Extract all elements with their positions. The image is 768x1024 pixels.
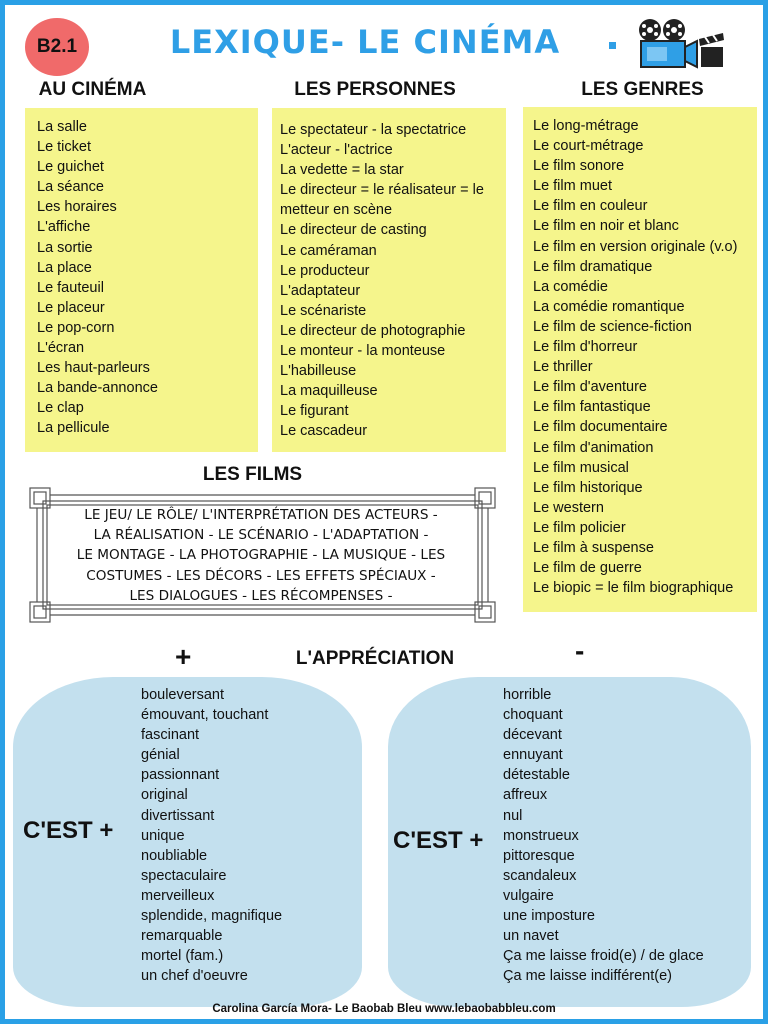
list-item: Le producteur [280,262,370,279]
list-item: Les horaires [37,199,117,216]
list-item: affreux [503,787,548,804]
list-item: Le directeur = le réalisateur = le metteur en scène [280,182,484,219]
list-item: Le film en version originale (v.o) [533,238,738,255]
list-item: pittoresque [503,847,575,864]
list-item: Le placeur [37,299,105,316]
au-cinema-heading: AU CINÉMA [38,79,147,100]
list-item: Le biopic = le film biographique [533,580,734,597]
plus-sign: + [175,641,192,672]
minus-sign: - [575,635,585,666]
list-item: Le directeur de casting [280,222,427,239]
list-item: L'acteur - l'actrice [280,142,393,159]
list-item: Le ticket [37,139,91,156]
list-item: une imposture [503,908,595,925]
les-personnes-list [280,120,502,442]
list-item: Le film de science-fiction [533,318,692,335]
list-item: ennuyant [503,747,563,764]
page-title: LEXIQUE- LE CINÉMA [169,23,561,61]
list-item: horrible [503,687,552,703]
list-item: décevant [503,727,562,744]
les-personnes-box [272,108,506,452]
list-item: La place [37,259,92,276]
list-item: Le cascadeur [280,423,368,440]
list-item: La pellicule [37,420,110,437]
list-item: Le film à suspense [533,539,654,556]
list-item: Le scénariste [280,302,367,319]
list-item: Le western [533,499,604,516]
au-cinema-box [25,108,258,452]
list-item: La salle [37,119,87,135]
list-item: La maquilleuse [280,383,378,400]
list-item: Le directeur de photographie [280,322,466,339]
list-item: L'affiche [37,219,91,236]
list-item: fascinant [141,727,200,744]
les-genres-box [523,107,757,612]
les-genres-list [533,116,757,598]
films-line: LA RÉALISATION - LE SCÉNARIO - L'ADAPTATION - [93,527,429,544]
list-item: Le spectateur - la spectatrice [280,122,467,138]
list-item: L'adaptateur [280,282,361,299]
list-item: Le pop-corn [37,319,115,336]
list-item: La séance [37,179,104,196]
list-item: spectaculaire [141,867,227,884]
list-item: divertissant [141,807,215,824]
au-cinema-list [37,117,258,439]
les-genres-heading: LES GENRES [581,79,704,100]
list-item: Le caméraman [280,242,377,259]
level-badge: B2.1 [25,18,89,76]
list-item: Le film d'horreur [533,339,638,356]
list-item: Le monteur - la monteuse [280,343,446,360]
films-line: COSTUMES - LES DÉCORS - LES EFFETS SPÉCIAUX - [86,567,436,584]
list-item: Le film de guerre [533,560,642,577]
film-camera-icon [629,17,725,71]
list-item: Le thriller [533,359,593,376]
list-item: choquant [503,707,563,724]
list-item: Le film historique [533,479,643,496]
list-item: Le film en couleur [533,198,648,215]
list-item: Le film en noir et blanc [533,218,679,235]
list-item: Le film policier [533,519,626,536]
list-item: Le fauteuil [37,279,104,296]
list-item: passionnant [141,767,220,784]
list-item: splendide, magnifique [141,908,283,925]
list-item: original [141,787,188,804]
list-item: unique [141,827,185,844]
list-item: mortel (fam.) [141,948,224,965]
list-item: La comédie [533,278,608,295]
list-item: Le film sonore [533,158,625,175]
list-item: nul [503,807,523,824]
les-films-text [60,505,462,606]
appreciation-heading: L'APPRÉCIATION [295,648,455,669]
list-item: Le film fantastique [533,399,651,416]
positive-list [141,685,282,986]
list-item: scandaleux [503,867,577,884]
positive-prefix: C'EST + [23,817,114,844]
list-item: Le film musical [533,459,629,476]
list-item: Ça me laisse froid(e) / de glace [503,948,704,965]
list-item: Le film documentaire [533,419,668,436]
list-item: Ça me laisse indifférent(e) [503,968,672,985]
list-item: La vedette = la star [280,162,404,179]
list-item: Le clap [37,400,84,417]
list-item: La bande-annonce [37,380,158,397]
films-line: LES DIALOGUES - LES RÉCOMPENSES - [129,587,393,604]
list-item: Le film muet [533,178,612,195]
list-item: monstrueux [503,827,579,844]
list-item: un navet [503,928,559,945]
negative-prefix: C'EST + [393,827,484,854]
films-line: LE MONTAGE - LA PHOTOGRAPHIE - LA MUSIQUE - LES [76,547,446,564]
list-item: détestable [503,767,570,784]
negative-list [503,685,704,986]
les-personnes-heading: LES PERSONNES [294,79,456,100]
list-item: remarquable [141,928,223,945]
list-item: Le court-métrage [533,138,644,155]
list-item: La sortie [37,239,93,256]
decorative-dot [609,42,616,49]
list-item: La comédie romantique [533,298,685,315]
les-films-heading: LES FILMS [202,464,303,485]
films-line: LE JEU/ LE RÔLE/ L'INTERPRÉTATION DES ACTEURS - [84,507,438,523]
list-item: Le guichet [37,159,104,176]
list-item: Le figurant [280,403,349,420]
list-item: L'habilleuse [280,363,357,380]
list-item: un chef d'oeuvre [141,968,248,985]
list-item: Le film d'aventure [533,379,647,396]
list-item: Le film dramatique [533,258,653,275]
list-item: Les haut-parleurs [37,360,150,377]
list-item: merveilleux [141,887,215,904]
list-item: L'écran [37,340,85,357]
list-item: Le long-métrage [533,118,639,134]
list-item: noubliable [141,847,208,864]
footer-credit: Carolina García Mora- Le Baobab Bleu www.lebaobabbleu.com [212,1003,556,1015]
list-item: émouvant, touchant [141,707,269,724]
list-item: génial [141,747,180,764]
list-item: Le film d'animation [533,439,654,456]
list-item: vulgaire [503,887,554,904]
list-item: bouleversant [141,687,225,703]
